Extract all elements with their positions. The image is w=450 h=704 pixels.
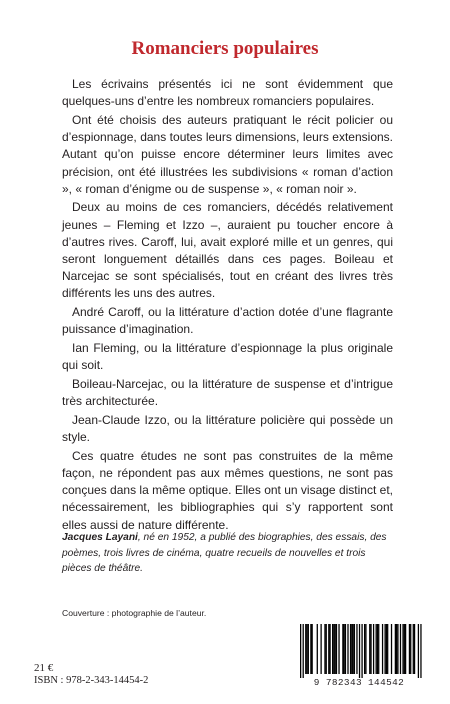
barcode-bar <box>306 624 307 674</box>
barcode-bar <box>347 624 348 674</box>
barcode-bar <box>409 624 410 674</box>
price: 21 € <box>34 662 54 674</box>
barcode-bar <box>404 624 405 674</box>
back-cover-text <box>62 76 393 535</box>
barcode-bar <box>338 624 339 674</box>
paragraph-authors: Deux au moins de ces romanciers, décédés relativement jeunes – Fleming et Izzo –, auraient pu toucher encore à d’autres rives. Caroff, lui, avait exploré mille et un genres, qui seront longuement détaillés dans ces pages. Boileau et Narcejac se sont spécialisés, tout en créant des livres très différents les uns des autres. <box>62 200 393 301</box>
barcode-bar <box>332 624 333 674</box>
barcode-bar <box>317 624 318 674</box>
barcode-bar <box>312 624 313 674</box>
barcode-bar <box>382 624 383 674</box>
barcode-bar <box>361 624 362 678</box>
paragraph-fleming: Ian Fleming, ou la littérature d’espionnage la plus originale qui soit. <box>62 341 393 373</box>
isbn: ISBN : 978-2-343-14454-2 <box>34 675 149 686</box>
barcode-bar <box>333 624 334 674</box>
barcode-bar <box>335 624 336 674</box>
barcode-bar <box>414 624 415 674</box>
barcode-bar <box>396 624 397 674</box>
paragraph-boileau-narcejac: Boileau-Narcejac, ou la littérature de suspense et d’intrigue très architecturée. <box>62 376 393 409</box>
barcode-bar <box>305 624 306 674</box>
paragraph-caroff: André Caroff, ou la littérature d’action dotée d’une flagrante puissance d’imagination. <box>62 305 393 337</box>
paragraph-izzo: Jean-Claude Izzo, ou la littérature policière qui possède un style. <box>62 412 393 445</box>
author-name: Jacques Layani <box>62 532 138 543</box>
barcode-bar <box>328 624 329 674</box>
barcode-bar <box>300 624 301 678</box>
paragraph-conclusion: Ces quatre études ne sont pas construites de la même façon, ne répondent pas aux mêmes questions, ne sont pas conçues dans la même optique. Elles ont un visage distinct et, nécessairement, les bibliographies qui s’y rapportent sont elles aussi de nature différente. <box>62 448 393 532</box>
barcode-bar <box>373 624 374 674</box>
barcode-bar <box>336 624 337 674</box>
barcode-bar <box>370 624 371 674</box>
barcode-bar <box>351 624 352 674</box>
barcode-bar <box>395 624 396 674</box>
barcode-bar <box>364 624 365 674</box>
barcode-bar <box>310 624 311 674</box>
barcode-bar <box>326 624 327 674</box>
author-bio <box>62 530 393 577</box>
barcode-bar <box>320 624 321 674</box>
barcode-bar <box>384 624 385 674</box>
barcode-bar <box>354 624 355 674</box>
barcode-bar <box>376 624 377 674</box>
barcode <box>292 624 426 688</box>
barcode-bar <box>342 624 343 674</box>
author-bio-text: , né en 1952, a publié des biographies, des essais, des poèmes, trois livres de cinéma, quatre recueils de nouvelles et trois pièces de théâtre. <box>62 532 387 574</box>
barcode-bar <box>345 624 346 674</box>
barcode-bar <box>418 624 419 678</box>
barcode-bar <box>350 624 351 674</box>
barcode-bar <box>410 624 411 674</box>
barcode-bar <box>397 624 398 674</box>
barcode-bar <box>369 624 370 674</box>
barcode-bar <box>400 624 401 674</box>
paragraph-intro: Les écrivains présentés ici ne sont évidemment que quelques-uns d’entre les nombreux romanciers populaires. <box>62 77 393 109</box>
book-title: Romanciers populaires <box>131 38 319 59</box>
barcode-bar <box>420 624 421 678</box>
barcode-bar <box>402 624 403 674</box>
barcode-bar <box>387 624 388 674</box>
barcode-bar <box>359 624 360 678</box>
barcode-bar <box>365 624 366 674</box>
barcode-bar <box>391 624 392 674</box>
barcode-bar <box>308 624 309 674</box>
barcode-bar <box>386 624 387 674</box>
barcode-bar <box>352 624 353 674</box>
barcode-bar <box>356 624 357 674</box>
barcode-bar <box>303 624 304 678</box>
barcode-bar <box>378 624 379 674</box>
barcode-digits: 9 782343 144542 <box>313 677 405 688</box>
barcode-bar <box>324 624 325 674</box>
cover-credit: Couverture : photographie de l’auteur. <box>62 608 207 618</box>
barcode-bar <box>377 624 378 674</box>
barcode-bars <box>292 624 426 678</box>
barcode-bar <box>329 624 330 674</box>
barcode-bar <box>405 624 406 674</box>
barcode-bar <box>413 624 414 674</box>
barcode-bar <box>344 624 345 674</box>
paragraph-selection: Ont été choisis des auteurs pratiquant le récit policier ou d’espionnage, dans toutes leurs dimensions, leurs extensions. Autant qu’on puisse encore déterminer leurs limites avec précision, ont été illustrées les subdivisions « roman d’action », « roman d’énigme ou de suspense », « roman noir ». <box>62 112 393 196</box>
